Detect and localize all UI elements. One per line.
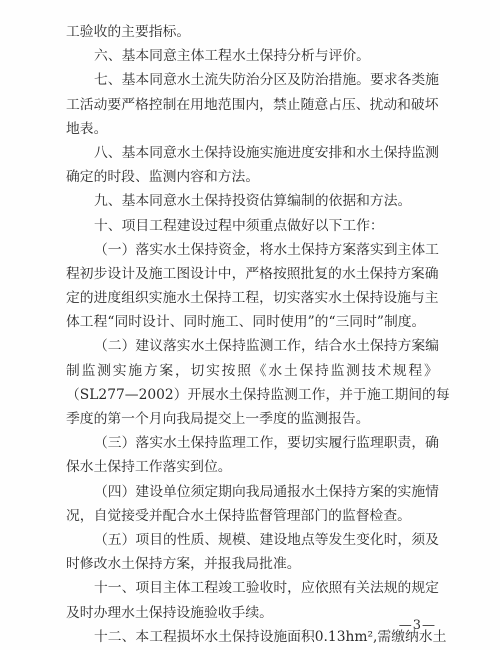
page-number: —3— [398,618,436,633]
text-line: 时修改水土保持方案，并报我局批准。 [66,556,301,573]
text-line: （ 三 ） 落 实 水 土 保 持 监 理 工 作 ， 要 切 实 履 行 监 理 职 责 ， 确 [94,435,439,452]
text-line: 确定的时段、监测内容和方法。 [66,169,260,186]
text-line: 定 的 进 度 组 织 实 施 水 土 保 持 工 程 ， 切 实 落 实 水 土 保 持 设 施 与 主 [66,290,439,307]
text-line: （ S L 2 7 7 — 2 0 0 2 ） 开 展 水 土 保 持 监 测 工 作 ， 并 于 施 工 期 间 的 每 [66,386,450,403]
text-line: 八 、 基 本 同 意 水 土 保 持 设 施 实 施 进 度 安 排 和 水 土 保 持 监 测 [94,144,439,161]
text-line: 七 、 基 本 同 意 水 土 流 失 防 治 分 区 及 防 治 措 施 。 要 求 各 类 施 [94,72,439,89]
text-line: 十 二 、 本 工 程 损 坏 水 土 保 持 设 施 面 积 0 . 1 3 h m ² , 需 缴 纳 水 土 [94,628,447,645]
text-line: 工验收的主要指标。 [66,24,191,40]
text-line: （ 四 ） 建 设 单 位 须 定 期 向 我 局 通 报 水 土 保 持 方 案 的 实 施 情 [94,483,439,500]
text-line: （ 二 ） 建 议 落 实 水 土 保 持 监 测 工 作 ， 结 合 水 土 保 持 方 案 编 [94,338,439,355]
text-line: 十、项目工程建设过程中须重点做好以下工作： [94,217,384,234]
text-line: 制 监 测 实 施 方 案 ， 切 实 按 照 《 水 土 保 持 监 测 技 术 规 程 》 [66,362,438,379]
text-line: 及时办理水土保持设施验收手续。 [66,604,273,621]
document-body [66,20,450,649]
text-line: （ 一 ） 落 实 水 土 保 持 资 金 ， 将 水 土 保 持 方 案 落 实 到 主 体 工 [94,241,439,258]
text-line: 况，自觉接受并配合水土保持监督管理部门的监督检查。 [66,507,411,524]
text-line: 六、基本同意主体工程水土保持分析与评价。 [94,48,370,65]
text-line: 保水土保持工作落实到位。 [66,459,232,476]
text-line: 季度的第一个月向我局提交上一季度的监测报告。 [66,411,370,427]
text-line: 程 初 步 设 计 及 施 工 图 设 计 中 ， 严 格 按 照 批 复 的 水 土 保 持 方 案 确 [66,265,439,282]
text-line: 地表。 [66,120,108,137]
text-line: 十 一 、 项 目 主 体 工 程 竣 工 验 收 时 ， 应 依 照 有 关 法 规 的 规 定 [94,580,439,597]
text-line: 九、基本同意水土保持投资估算编制的依据和方法。 [94,193,412,210]
text-line: 体工程“同时设计、同时施工、同时使用”的“三同时”制度。 [66,314,426,331]
text-line: （ 五 ） 项 目 的 性 质 、 规 模 、 建 设 地 点 等 发 生 变 化 时 ， 须 及 [94,531,439,548]
text-line: 工 活 动 要 严 格 控 制 在 用 地 范 围 内 ， 禁 止 随 意 占 压 、 扰 动 和 破 坏 [66,96,439,113]
